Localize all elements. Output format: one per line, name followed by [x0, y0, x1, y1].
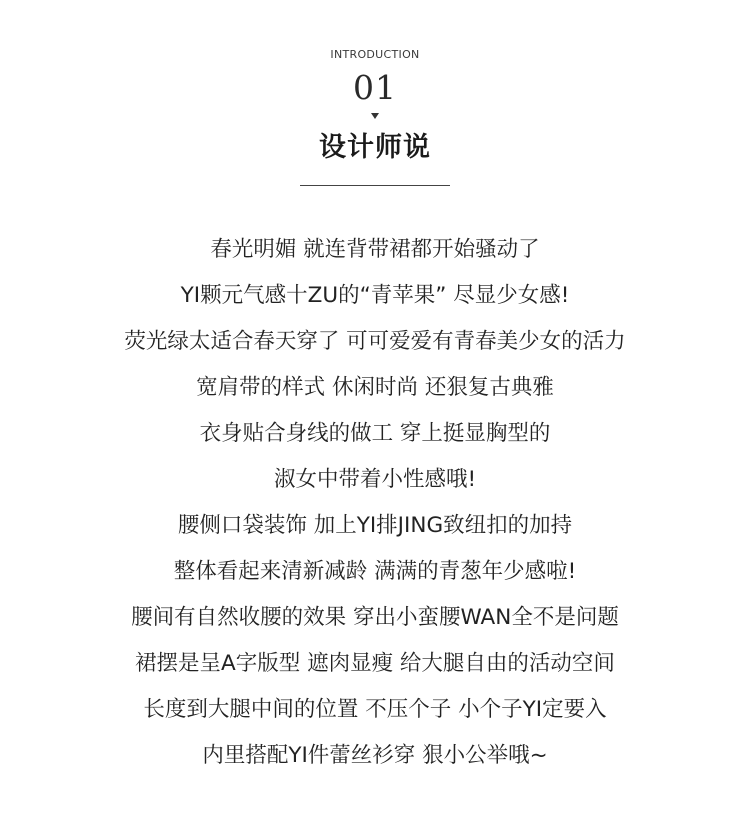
text-line: 腰间有自然收腰的效果 穿出小蛮腰WAN全不是问题 — [131, 605, 619, 630]
section-number: 01 — [353, 68, 397, 107]
text-line: 春光明媚 就连背带裙都开始骚动了 — [210, 237, 540, 262]
intro-label: INTRODUCTION — [330, 48, 420, 61]
text-line: YI颗元气感十ZU的“青苹果” 尽显少女感! — [180, 283, 570, 308]
text-line: 衣身贴合身线的做工 穿上挺显胸型的 — [199, 421, 551, 446]
text-line: 裙摆是呈A字版型 遮肉显瘦 给大腿自由的活动空间 — [135, 651, 615, 676]
section-title: 设计师说 — [319, 132, 431, 163]
text-line: 淑女中带着小性感哦! — [273, 467, 477, 492]
text-line: 长度到大腿中间的位置 不压个子 小个子YI定要入 — [143, 697, 607, 722]
text-line: 内里搭配YI件蕾丝衫穿 狠小公举哦~ — [202, 743, 548, 768]
text-line: 宽肩带的样式 休闲时尚 还狠复古典雅 — [196, 375, 554, 400]
text-line: 腰侧口袋装饰 加上YI排JING致纽扣的加持 — [177, 513, 573, 538]
text-line: 荧光绿太适合春天穿了 可可爱爱有青春美少女的活力 — [124, 329, 626, 354]
triangle-down-icon — [371, 113, 379, 119]
title-divider — [300, 185, 450, 186]
description-text — [0, 227, 750, 779]
text-line: 整体看起来清新减龄 满满的青葱年少感啦! — [173, 559, 577, 584]
